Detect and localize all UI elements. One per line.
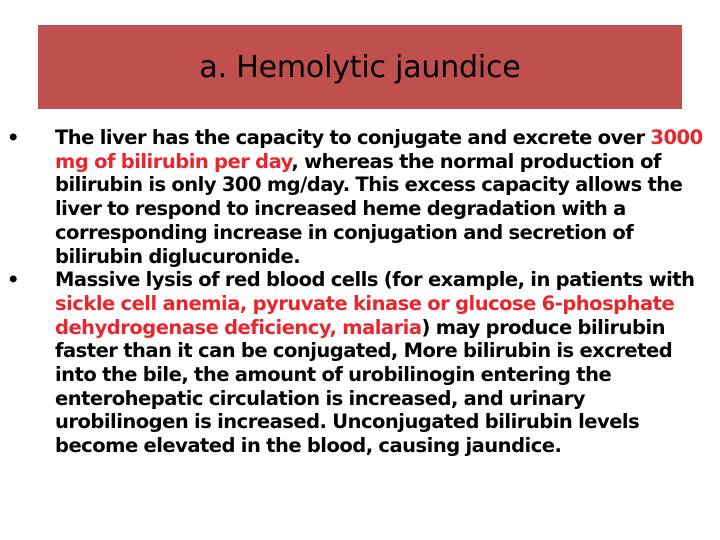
bullet-marker: • (7, 268, 19, 292)
bullet-text: Massive lysis of red blood cells (for example, in patients with (55, 268, 695, 292)
highlighted-text: sickle cell anemia, pyruvate kinase or glucose 6-phosphate dehydrogenase deficiency, malaria (55, 291, 675, 339)
bullet-item-massive-lysis (0, 268, 720, 458)
slide-title: a. Hemolytic jaundice (199, 49, 521, 85)
title-banner (38, 25, 682, 109)
bullet-marker: • (7, 126, 19, 149)
bullet-list (0, 126, 720, 458)
bullet-text: The liver has the capacity to conjugate and excrete over (55, 126, 651, 149)
highlighted-text: 3000 mg of bilirubin per day (55, 126, 703, 173)
bullet-text: , whereas the normal production of bilirubin is only 300 mg/day. This excess capacity allows the liver to respond to increased heme degradation with a corresponding increase in conjugation and secretion of bilirubin diglucuronide. (55, 149, 683, 268)
bullet-item-liver-capacity (0, 126, 720, 268)
bullet-text: ) may produce bilirubin faster than it can be conjugated, More bilirubin is excreted into the bile, the amount of urobilinogin entering the enterohepatic circulation is increased, and urinary urobilinogen is increased. Unconjugated bilirubin levels become elevated in the blood, causing jaundice. (55, 315, 673, 458)
